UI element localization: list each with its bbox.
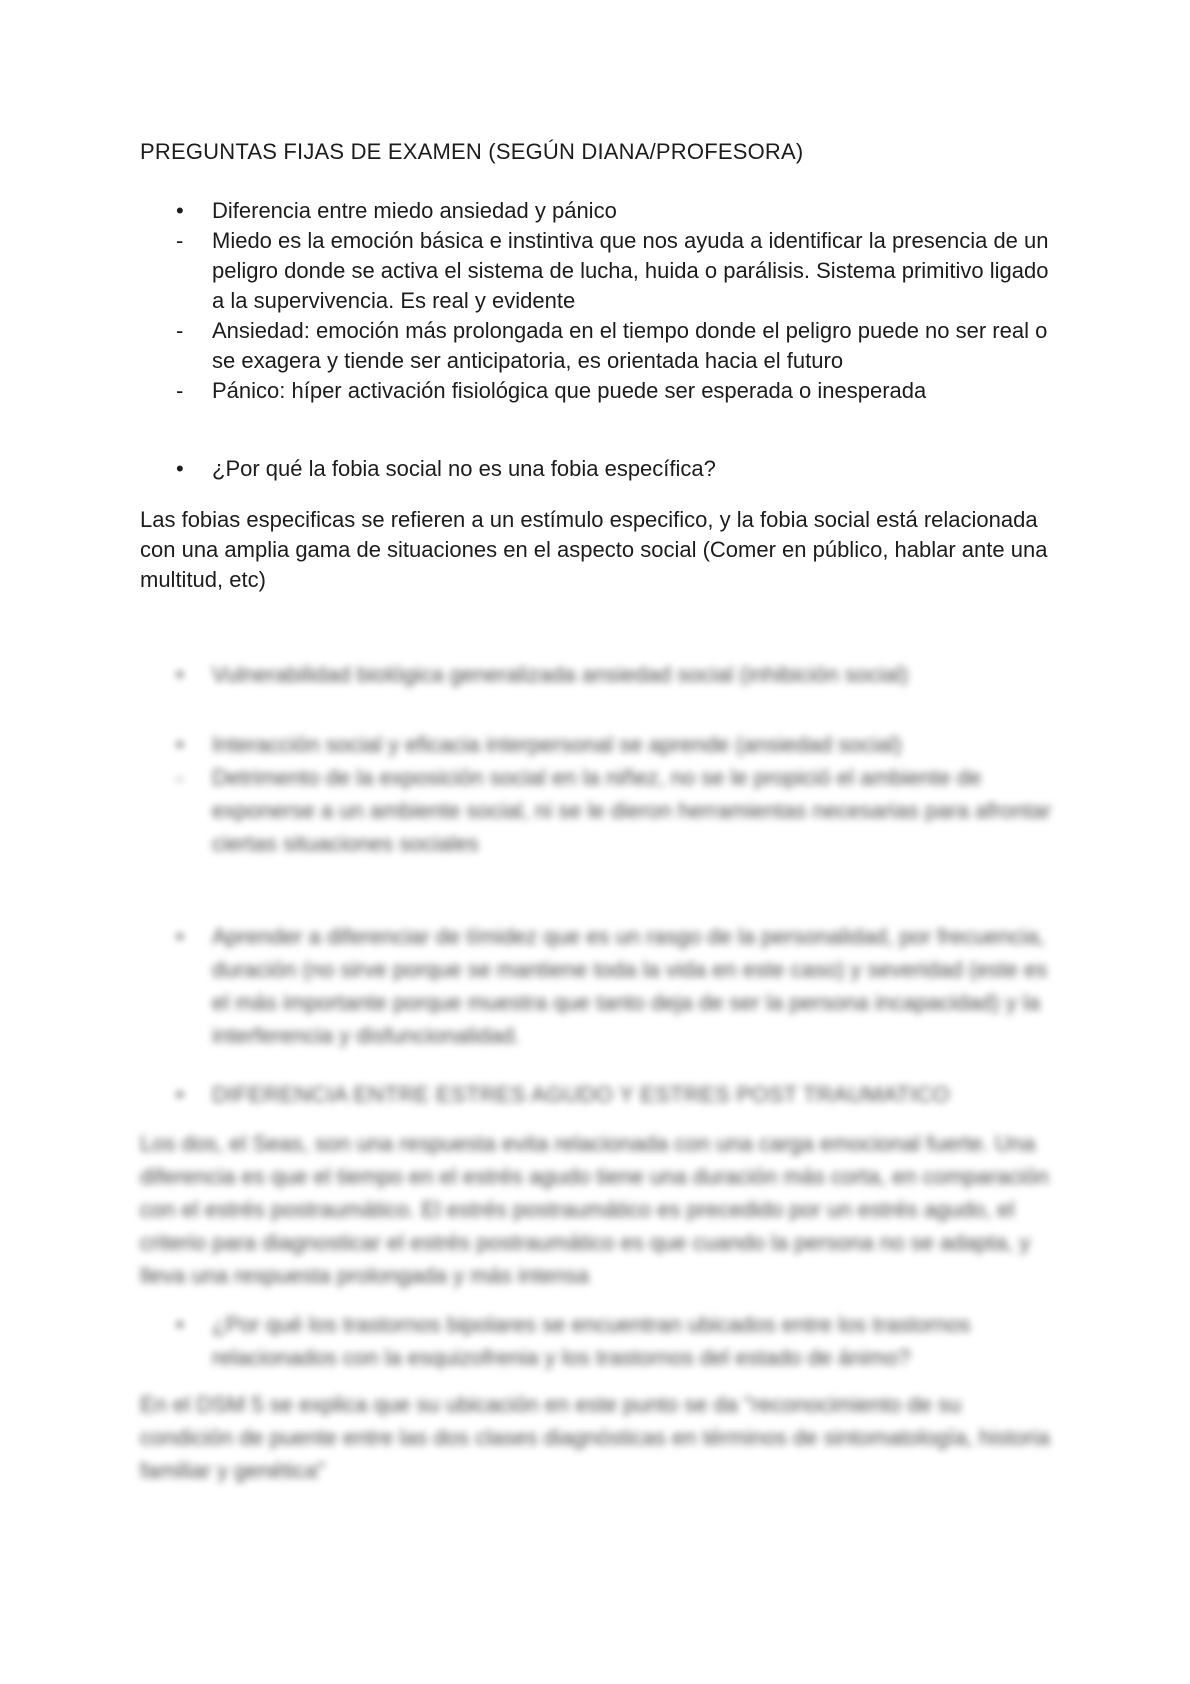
- blurred-list-item: [140, 920, 1052, 1052]
- bullet-marker: •: [176, 1082, 185, 1107]
- document-title: PREGUNTAS FIJAS DE EXAMEN (SEGÚN DIANA/PROFESORA): [140, 139, 804, 164]
- blurred-list-item-text: Aprender a diferenciar de tímidez que es un rasgo de la personalidad, por frecuencia, duración (no sirve porque se mantiene toda la vida en este caso) y severidad (este es el más importante porque muestra que tanto deja de ser la persona incapacidad) y la interferencia y disfuncionalidad.: [212, 924, 1048, 1048]
- list-item: [140, 196, 1052, 226]
- blurred-list-item-text: Vulnerabilidad biológica generalizada ansiedad social (inhibición social): [212, 662, 909, 687]
- blurred-heading-text: DIFERENCIA ENTRE ESTRES AGUDO Y ESTRES POST TRAUMATICO: [212, 1082, 950, 1107]
- bullet-marker: •: [176, 198, 184, 223]
- list-item: [140, 226, 1052, 316]
- list-item: [140, 316, 1052, 376]
- blurred-list-item-text: Detrimento de la exposición social en la niñez, no se le propició el ambiente de exponerse a un ambiente social, ni se le dieron herramientas necesarias para afrontar ciertas situaciones sociales: [212, 765, 1051, 856]
- list-item-text: Ansiedad: emoción más prolongada en el tiempo donde el peligro puede no ser real o se exagera y tiende ser anticipatoria, es orientada hacia el futuro: [212, 318, 1048, 373]
- bullet-marker: •: [176, 1312, 184, 1337]
- list-item-text: Miedo es la emoción básica e instintiva que nos ayuda a identificar la presencia de un peligro donde se activa el sistema de lucha, huida o parálisis. Sistema primitivo ligado a la supervivencia. Es real y evidente: [212, 228, 1049, 313]
- blurred-list-item: [140, 761, 1052, 860]
- bullet-marker: •: [176, 456, 184, 481]
- blurred-list-item-text: ¿Por qué los trastornos bipolares se encuentran ubicados entre los trastornos relacionados con la esquizofrenia y los trastornos del estado de ánimo?: [212, 1312, 971, 1370]
- list-item: [140, 454, 1052, 484]
- dash-marker: -: [176, 378, 184, 403]
- bullet-marker: •: [176, 662, 184, 687]
- blurred-list-item: [140, 658, 1052, 691]
- blurred-list-item: [140, 728, 1052, 761]
- blurred-list-item: [140, 1308, 1052, 1374]
- list-item-text: Pánico: híper activación fisiológica que puede ser esperada o inesperada: [212, 378, 927, 403]
- dash-marker: -: [176, 765, 184, 790]
- list-item-text: Diferencia entre miedo ansiedad y pánico: [212, 198, 617, 223]
- dash-marker: -: [176, 318, 184, 343]
- bullet-marker: •: [176, 732, 184, 757]
- list-item: [140, 376, 1052, 406]
- blurred-paragraph: Los dos, el Seas, son una respuesta evita relacionada con una carga emocional fuerte. Una diferencia es que el tiempo en el estrés agudo tiene una duración más corta, en comparación con el estrés postraumático. El estrés postraumático es precedido por un estrés agudo, el criterio para diagnosticar el estrés postraumático es que cuando la persona no se adapta, y lleva una respuesta prolongada y más intensa: [140, 1131, 1049, 1288]
- bullet-marker: •: [176, 924, 184, 949]
- blurred-paragraph: En el DSM 5 se explica que su ubicación en este punto se da "reconocimiento de su condición de puente entre las dos clases diagnósticas en términos de sintomatología, historia familiar y genética": [140, 1392, 1050, 1483]
- paragraph: Las fobias especificas se refieren a un estímulo especifico, y la fobia social está relacionada con una amplia gama de situaciones en el aspecto social (Comer en público, hablar ante una multitud, etc): [140, 507, 1048, 592]
- blurred-heading-item: [140, 1078, 1052, 1111]
- list-item-text: ¿Por qué la fobia social no es una fobia específica?: [212, 456, 716, 481]
- dash-marker: -: [176, 228, 184, 253]
- blurred-list-item-text: Interacción social y eficacia interpersonal se aprende (ansiedad social): [212, 732, 902, 757]
